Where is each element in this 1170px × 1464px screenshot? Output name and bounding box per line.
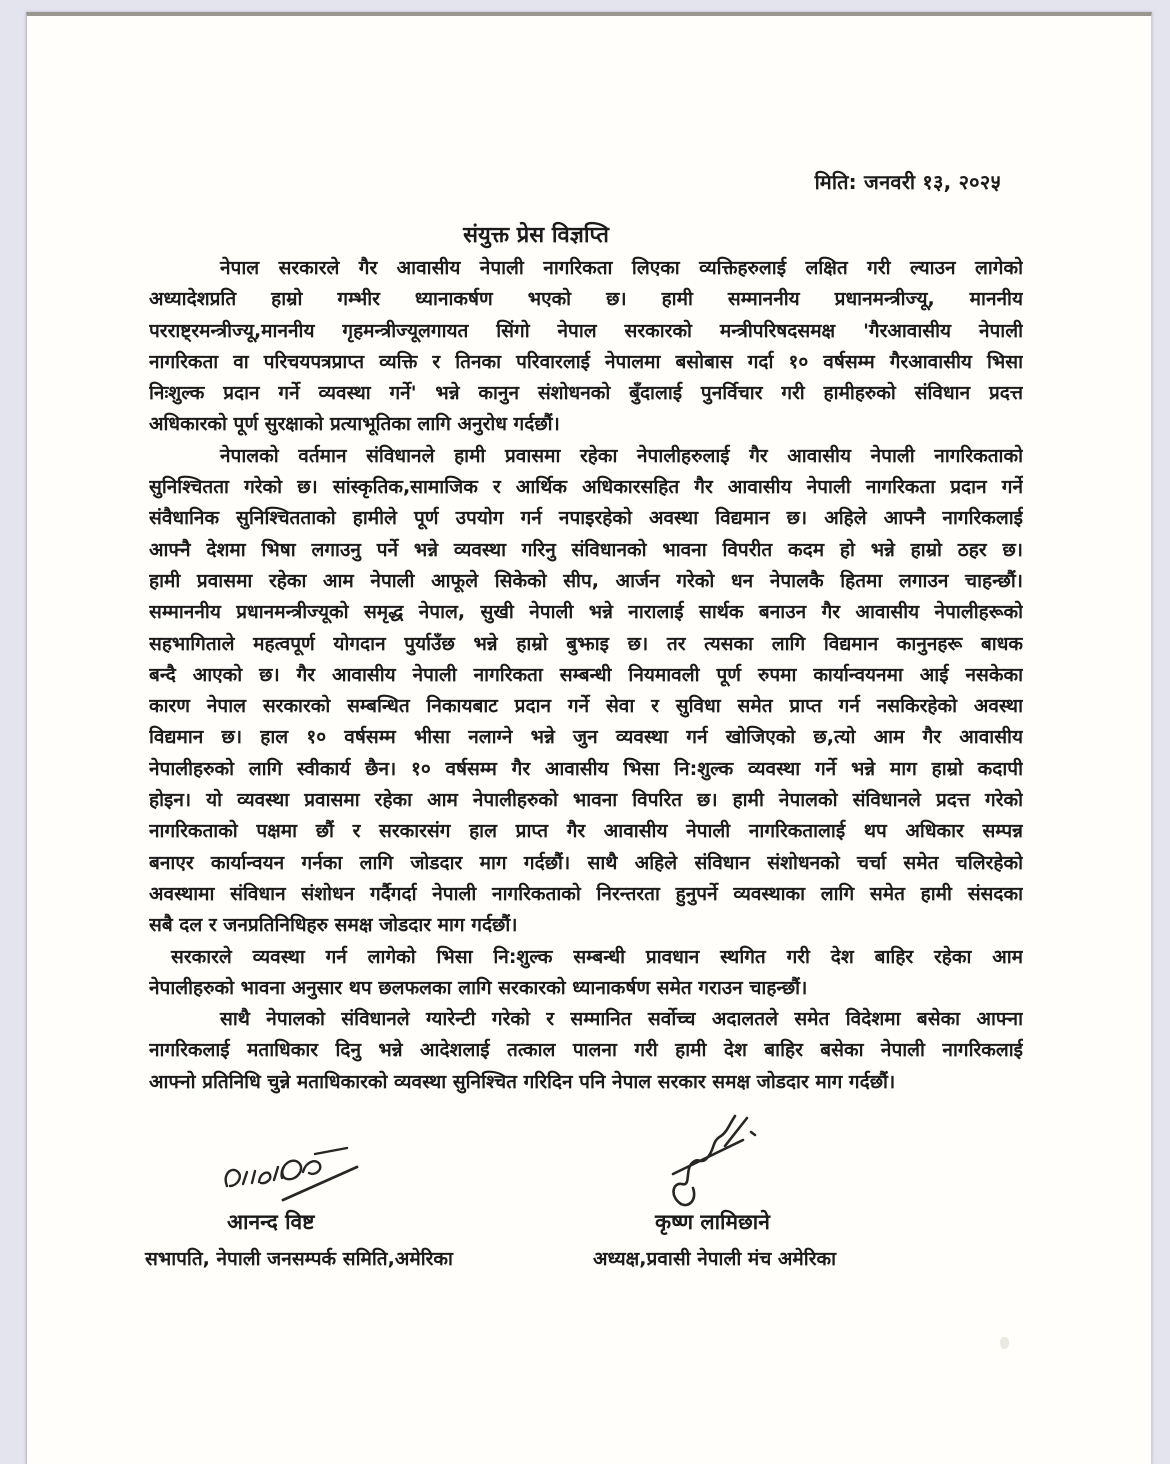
body-line: बनाएर कार्यान्वयन गर्नका लागि जोडदार माग गर्दछौं। साथै अहिले संविधान संशोधनको चर्चा समेत चलिरहेको bbox=[149, 851, 1023, 874]
body-line: विद्यमान छ। हाल १० वर्षसम्म भीसा नलाग्ने भन्ने जुन व्यवस्था गर्न खोजिएको छ,त्यो आम गैर आवासीय bbox=[149, 726, 1023, 749]
body-line: सम्माननीय प्रधानमन्त्रीज्यूको समृद्ध नेपाल, सुखी नेपाली भन्ने नारालाई सार्थक बनाउन गैर आवासीय नेपालीहरूको bbox=[149, 601, 1023, 624]
body-line: सरकारले व्यवस्था गर्न लागेको भिसा नि:शुल्क सम्बन्धी प्रावधान स्थगित गरी देश बाहिर रहेका आम bbox=[171, 945, 1023, 968]
date-line: मिति: जनवरी १३, २०२५ bbox=[814, 170, 1001, 194]
body-line: नेपालीहरुको भावना अनुसार थप छलफलका लागि सरकारको ध्यानाकर्षण समेत गराउन चाहन्छौं। bbox=[149, 976, 808, 999]
body-line: संवैधानिक सुनिश्चितताको हामीले पूर्ण उपयोग गर्न नपाइरहेको अवस्था विद्यमान छ। अहिले आफ्नै नागरिकलाई bbox=[149, 507, 1023, 530]
body-line: नेपाल सरकारले गैर आवासीय नेपाली नागरिकता लिएका व्यक्तिहरुलाई लक्षित गरी ल्याउन लागेको bbox=[220, 257, 1023, 279]
body-line: अध्यादेशप्रति हाम्रो गम्भीर ध्यानाकर्षण भएको छ। हामी सम्माननीय प्रधानमन्त्रीज्यू, माननीय bbox=[149, 288, 1023, 311]
body-line: परराष्ट्रमन्त्रीज्यू,माननीय गृहमन्त्रीज्यूलगायत सिंगो नेपाल सरकारको मन्त्रीपरिषदसमक्ष 'गैरआवासीय नेपाली bbox=[149, 319, 1023, 342]
body-line: साथै नेपालको संविधानले ग्यारेन्टी गरेको र सम्मानित सर्वोच्च अदालतले समेत विदेशमा बसेका आफ्ना bbox=[220, 1008, 1023, 1031]
body-line: आफ्नो प्रतिनिधि चुन्ने मताधिकारको व्यवस्था सुनिश्चित गरिदिन पनि नेपाल सरकार समक्ष जोडदार माग गर्दछौं। bbox=[149, 1070, 896, 1093]
signatory-role-right: अध्यक्ष,प्रवासी नेपाली मंच अमेरिका bbox=[593, 1248, 836, 1270]
body-line: नागरिकताको पक्षमा छौं र सरकारसंग हाल प्राप्त गैर आवासीय नेपाली नागरिकतालाई थप अधिकार सम्पन्न bbox=[149, 820, 1023, 843]
body-line: अधिकारको पूर्ण सुरक्षाको प्रत्याभूतिका लागि अनुरोध गर्दछौं। bbox=[149, 413, 560, 436]
signatory-role-left: सभापति, नेपाली जनसम्पर्क समिति,अमेरिका bbox=[145, 1248, 453, 1270]
body-line: अवस्थामा संविधान संशोधन गर्दैगर्दा नेपाली नागरिकताको निरन्तरता हुनुपर्ने व्यवस्थाका लागि समेत हामी संसदका bbox=[149, 882, 1023, 905]
body-line: बन्दै आएको छ। गैर आवासीय नेपाली नागरिकता सम्बन्धी नियमावली पूर्ण रुपमा कार्यान्वयनमा आई नसकेका bbox=[149, 663, 1023, 686]
body-line: सबै दल र जनप्रतिनिधिहरु समक्ष जोडदार माग गर्दछौं। bbox=[149, 914, 518, 937]
handwritten-signature-left-icon bbox=[219, 1144, 369, 1214]
signatory-name-left: आनन्द विष्ट bbox=[227, 1210, 315, 1234]
body-line: निःशुल्क प्रदान गर्ने व्यवस्था गर्ने' भन्ने कानुन संशोधनको बुँदालाई पुनर्विचार गरी हामीहरुको संविधान प्रदत्त bbox=[149, 382, 1023, 405]
body-line: सहभागिताले महत्वपूर्ण योगदान पुर्याउँछ भन्ने हाम्रो बुझाइ छ। तर त्यसका लागि विद्यमान कानुनहरू बाधक bbox=[149, 632, 1023, 655]
document-page bbox=[26, 12, 1152, 1464]
body-line: कारण नेपाल सरकारको सम्बन्धित निकायबाट प्रदान गर्ने सेवा र सुविधा समेत प्राप्त गर्न नसकिरहेको अवस्था bbox=[149, 695, 1023, 718]
signatory-name-right: कृष्ण लामिछाने bbox=[655, 1210, 770, 1234]
body-line: आफ्नै देशमा भिषा लगाउनु पर्ने भन्ने व्यवस्था गरिनु संविधानको भावना विपरीत कदम हो भन्ने हाम्रो ठहर छ। bbox=[149, 538, 1023, 561]
body-line: नेपालको वर्तमान संविधानले हामी प्रवासमा रहेका नेपालीहरुलाई गैर आवासीय नेपाली नागरिकताको bbox=[220, 444, 1023, 467]
handwritten-signature-right-icon bbox=[663, 1108, 773, 1213]
body-line: नेपालीहरुको लागि स्वीकार्य छैन। १० वर्षसम्म गैर आवासीय भिसा नि:शुल्क व्यवस्था गर्ने भन्ने माग हाम्रो कदापी bbox=[149, 757, 1023, 780]
document-title: संयुक्त प्रेस विज्ञप्ति bbox=[463, 223, 609, 248]
body-line: होइन। यो व्यवस्था प्रवासमा रहेका आम नेपालीहरुको भावना विपरित छ। हामी नेपालको संविधानले प्रदत्त गरेको bbox=[149, 789, 1023, 812]
body-line: नागरिकलाई मताधिकार दिनु भन्ने आदेशलाई तत्काल पालना गरी हामी देश बाहिर बसेका नेपाली नागरिकलाई bbox=[149, 1039, 1023, 1062]
scan-artifact bbox=[1000, 1337, 1009, 1349]
signature-section bbox=[27, 16, 1151, 1464]
body-line: हामी प्रवासमा रहेका आम नेपाली आफूले सिकेको सीप, आर्जन गरेको धन नेपालकै हितमा लगाउन चाहन्छौं। bbox=[149, 569, 1023, 592]
body-line: नागरिकता वा परिचयपत्रप्राप्त व्यक्ति र तिनका परिवारलाई नेपालमा बसोबास गर्दा १० वर्षसम्म गैरआवासीय भिसा bbox=[149, 350, 1023, 373]
body-line: सुनिश्चितता गरेको छ। सांस्कृतिक,सामाजिक र आर्थिक अधिकारसहित गैर आवासीय नेपाली नागरिकता प्रदान गर्ने bbox=[149, 476, 1023, 499]
